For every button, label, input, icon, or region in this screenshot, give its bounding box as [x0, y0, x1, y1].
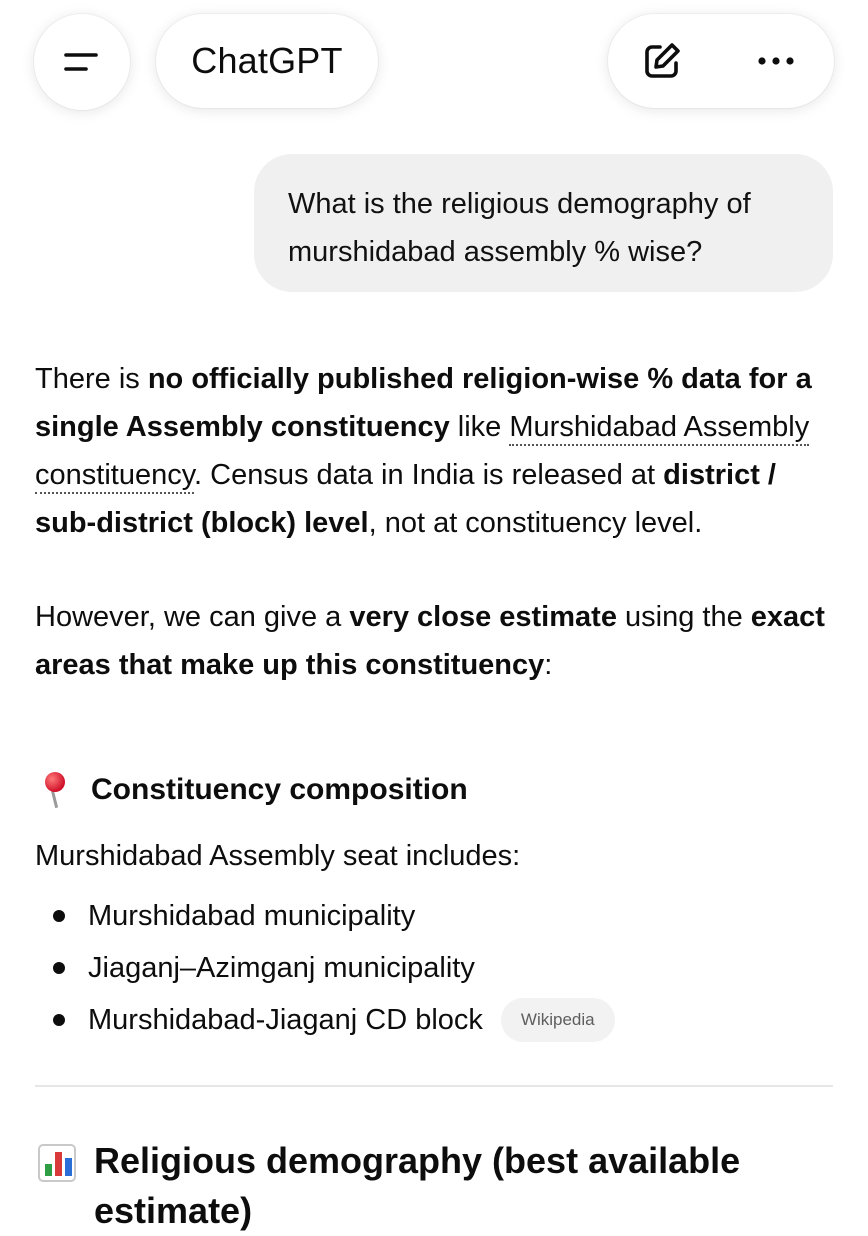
- text-run: :: [544, 649, 553, 681]
- text-run: , not at constituency level.: [368, 507, 703, 539]
- list-item-text: Murshidabad-Jiaganj CD block: [88, 1004, 483, 1036]
- answer-paragraph-2: [35, 593, 835, 689]
- pushpin-icon: [41, 770, 71, 810]
- app-title: ChatGPT: [191, 40, 343, 81]
- bold-run: district / sub-district (block) level: [35, 459, 776, 539]
- menu-icon: [62, 47, 102, 77]
- user-message-bubble: [254, 154, 833, 292]
- model-title[interactable]: [156, 14, 378, 108]
- text-run: using the: [616, 601, 751, 633]
- top-bar: [0, 0, 868, 140]
- bold-run: very close estimate: [349, 601, 617, 633]
- composition-intro: Murshidabad Assembly seat includes:: [35, 840, 521, 872]
- text-run: There is: [35, 363, 148, 395]
- list-item-text: Jiaganj–Azimganj municipality: [88, 952, 475, 984]
- bar-chart-icon: [38, 1144, 76, 1182]
- bullet-icon: [53, 910, 65, 922]
- bullet-icon: [53, 962, 65, 974]
- edit-icon: [641, 40, 683, 82]
- section-heading-composition: [35, 770, 468, 810]
- list-item: [35, 942, 615, 994]
- menu-button[interactable]: [34, 14, 130, 110]
- bullet-icon: [53, 1014, 65, 1026]
- bold-run: no officially published religion-wise % data for a single Assembly constituency: [35, 363, 812, 443]
- assistant-answer: [35, 355, 835, 689]
- list-item-text: Murshidabad municipality: [88, 900, 416, 932]
- bold-run: exact areas that make up this constituency: [35, 601, 825, 681]
- section-heading-text: Religious demography (best available estimate): [94, 1140, 741, 1231]
- list-item: [35, 890, 615, 942]
- list-item: [35, 994, 615, 1046]
- text-run: like: [449, 411, 510, 443]
- text-run: However, we can give a: [35, 601, 350, 633]
- new-chat-button[interactable]: [638, 37, 686, 85]
- user-message-text: What is the religious demography of murshidabad assembly % wise?: [288, 188, 751, 268]
- more-horizontal-icon: [756, 55, 796, 67]
- more-options-button[interactable]: [752, 37, 800, 85]
- text-run: . Census data in India is released at: [194, 459, 664, 491]
- divider: [35, 1085, 833, 1087]
- section-heading-text: Constituency composition: [91, 773, 468, 806]
- source-chip[interactable]: Wikipedia: [501, 998, 615, 1042]
- constituency-link[interactable]: Murshidabad Assembly constituency: [35, 411, 809, 494]
- section-heading-demography: [38, 1136, 838, 1236]
- composition-list: [35, 890, 615, 1046]
- header-actions: [608, 14, 834, 108]
- answer-paragraph-1: [35, 355, 835, 547]
